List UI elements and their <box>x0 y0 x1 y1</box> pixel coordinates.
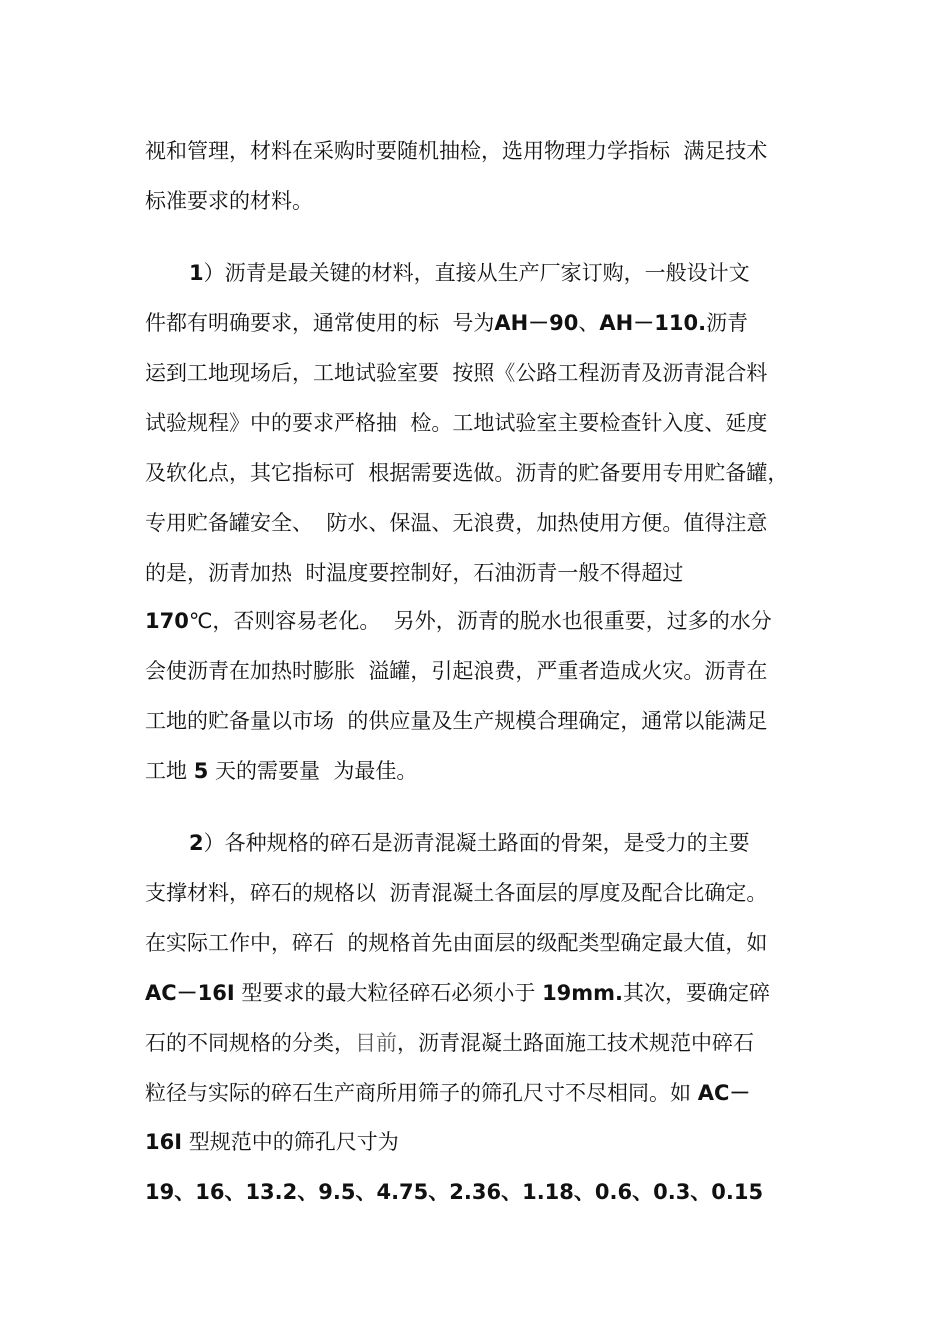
gradation-code-ac: AC－ <box>697 1081 751 1105</box>
intro-line-2: 标准要求的材料。 <box>145 189 313 213</box>
p1-line-8-text: ℃，否则容易老化。 另外，沥青的脱水也很重要，过多的水分 <box>188 609 772 633</box>
separator: 、 <box>578 311 600 335</box>
grade-code-ah110: AH－110. <box>599 311 707 335</box>
sieve-sizes-list: 19、16、13.2、9.5、4.75、2.36、1.18、0.6、0.3、0.15 <box>145 1180 764 1204</box>
p2-line-1-text: ）各种规格的碎石是沥青混凝土路面的骨架，是受力的主要 <box>203 831 750 855</box>
p1-line-3: 运到工地现场后，工地试验室要 按照《公路工程沥青及沥青混合料 <box>145 361 768 385</box>
gradation-code-ac16i: AC－16I <box>145 981 235 1005</box>
p2-line-5-b: ，沥青混凝土路面施工技术规范中碎石 <box>397 1031 754 1055</box>
p2-line-7 <box>145 1128 399 1156</box>
p2-line-4-tail: 其次，要确定碎 <box>623 981 771 1005</box>
p1-number: 1 <box>189 261 204 285</box>
p1-line-2 <box>145 309 748 337</box>
p2-line-5-soft: 目前 <box>355 1031 397 1055</box>
p1-line-5: 及软化点，其它指标可 根据需要选做。沥青的贮备要用专用贮备罐， <box>145 461 789 485</box>
p1-line-9: 会使沥青在加热时膨胀 溢罐，引起浪费，严重者造成火灾。沥青在 <box>145 659 768 683</box>
p2-line-4 <box>145 979 770 1007</box>
p1-line-2-text: 件都有明确要求，通常使用的标 号为 <box>145 311 495 335</box>
p1-line-7: 的是，沥青加热 时温度要控制好，石油沥青一般不得超过 <box>145 561 684 585</box>
p1-line-11-a: 工地 <box>145 759 194 783</box>
intro-line-1: 视和管理，材料在采购时要随机抽检，选用物理力学指标 满足技术 <box>145 139 768 163</box>
p1-line-11 <box>145 757 417 785</box>
p2-line-6 <box>145 1079 750 1107</box>
p2-number: 2 <box>189 831 204 855</box>
p1-line-1-text: ）沥青是最关键的材料，直接从生产厂家订购，一般设计文 <box>203 261 750 285</box>
p1-line-1 <box>189 259 750 287</box>
p1-line-4: 试验规程》中的要求严格抽 检。工地试验室主要检查针入度、延度 <box>145 411 768 435</box>
p2-line-1 <box>189 829 750 857</box>
temperature-value: 170 <box>145 609 189 633</box>
grade-code-ah90: AH－90 <box>494 311 579 335</box>
days-value: 5 <box>193 759 209 783</box>
gradation-code-16i: 16I <box>145 1130 183 1154</box>
max-size-value: 19mm. <box>542 981 624 1005</box>
p1-line-8 <box>145 607 772 635</box>
p2-line-7-text: 型规范中的筛孔尺寸为 <box>182 1130 399 1154</box>
p2-line-6-text: 粒径与实际的碎石生产商所用筛子的筛孔尺寸不尽相同。如 <box>145 1081 698 1105</box>
p2-line-3: 在实际工作中，碎石 的规格首先由面层的级配类型确定最大值，如 <box>145 931 768 955</box>
p1-line-2-tail: 沥青 <box>706 311 749 335</box>
p2-line-5 <box>145 1029 754 1057</box>
p2-line-2: 支撑材料，碎石的规格以 沥青混凝土各面层的厚度及配合比确定。 <box>145 881 768 905</box>
p2-line-5-a: 石的不同规格的分类， <box>145 1031 355 1055</box>
p1-line-6: 专用贮备罐安全、 防水、保温、无浪费，加热使用方便。值得注意 <box>145 511 768 535</box>
p2-line-4-text: 型要求的最大粒径碎石必须小于 <box>234 981 543 1005</box>
p1-line-10: 工地的贮备量以市场 的供应量及生产规模合理确定，通常以能满足 <box>145 709 768 733</box>
p1-line-11-b: 天的需要量 为最佳。 <box>208 759 418 783</box>
